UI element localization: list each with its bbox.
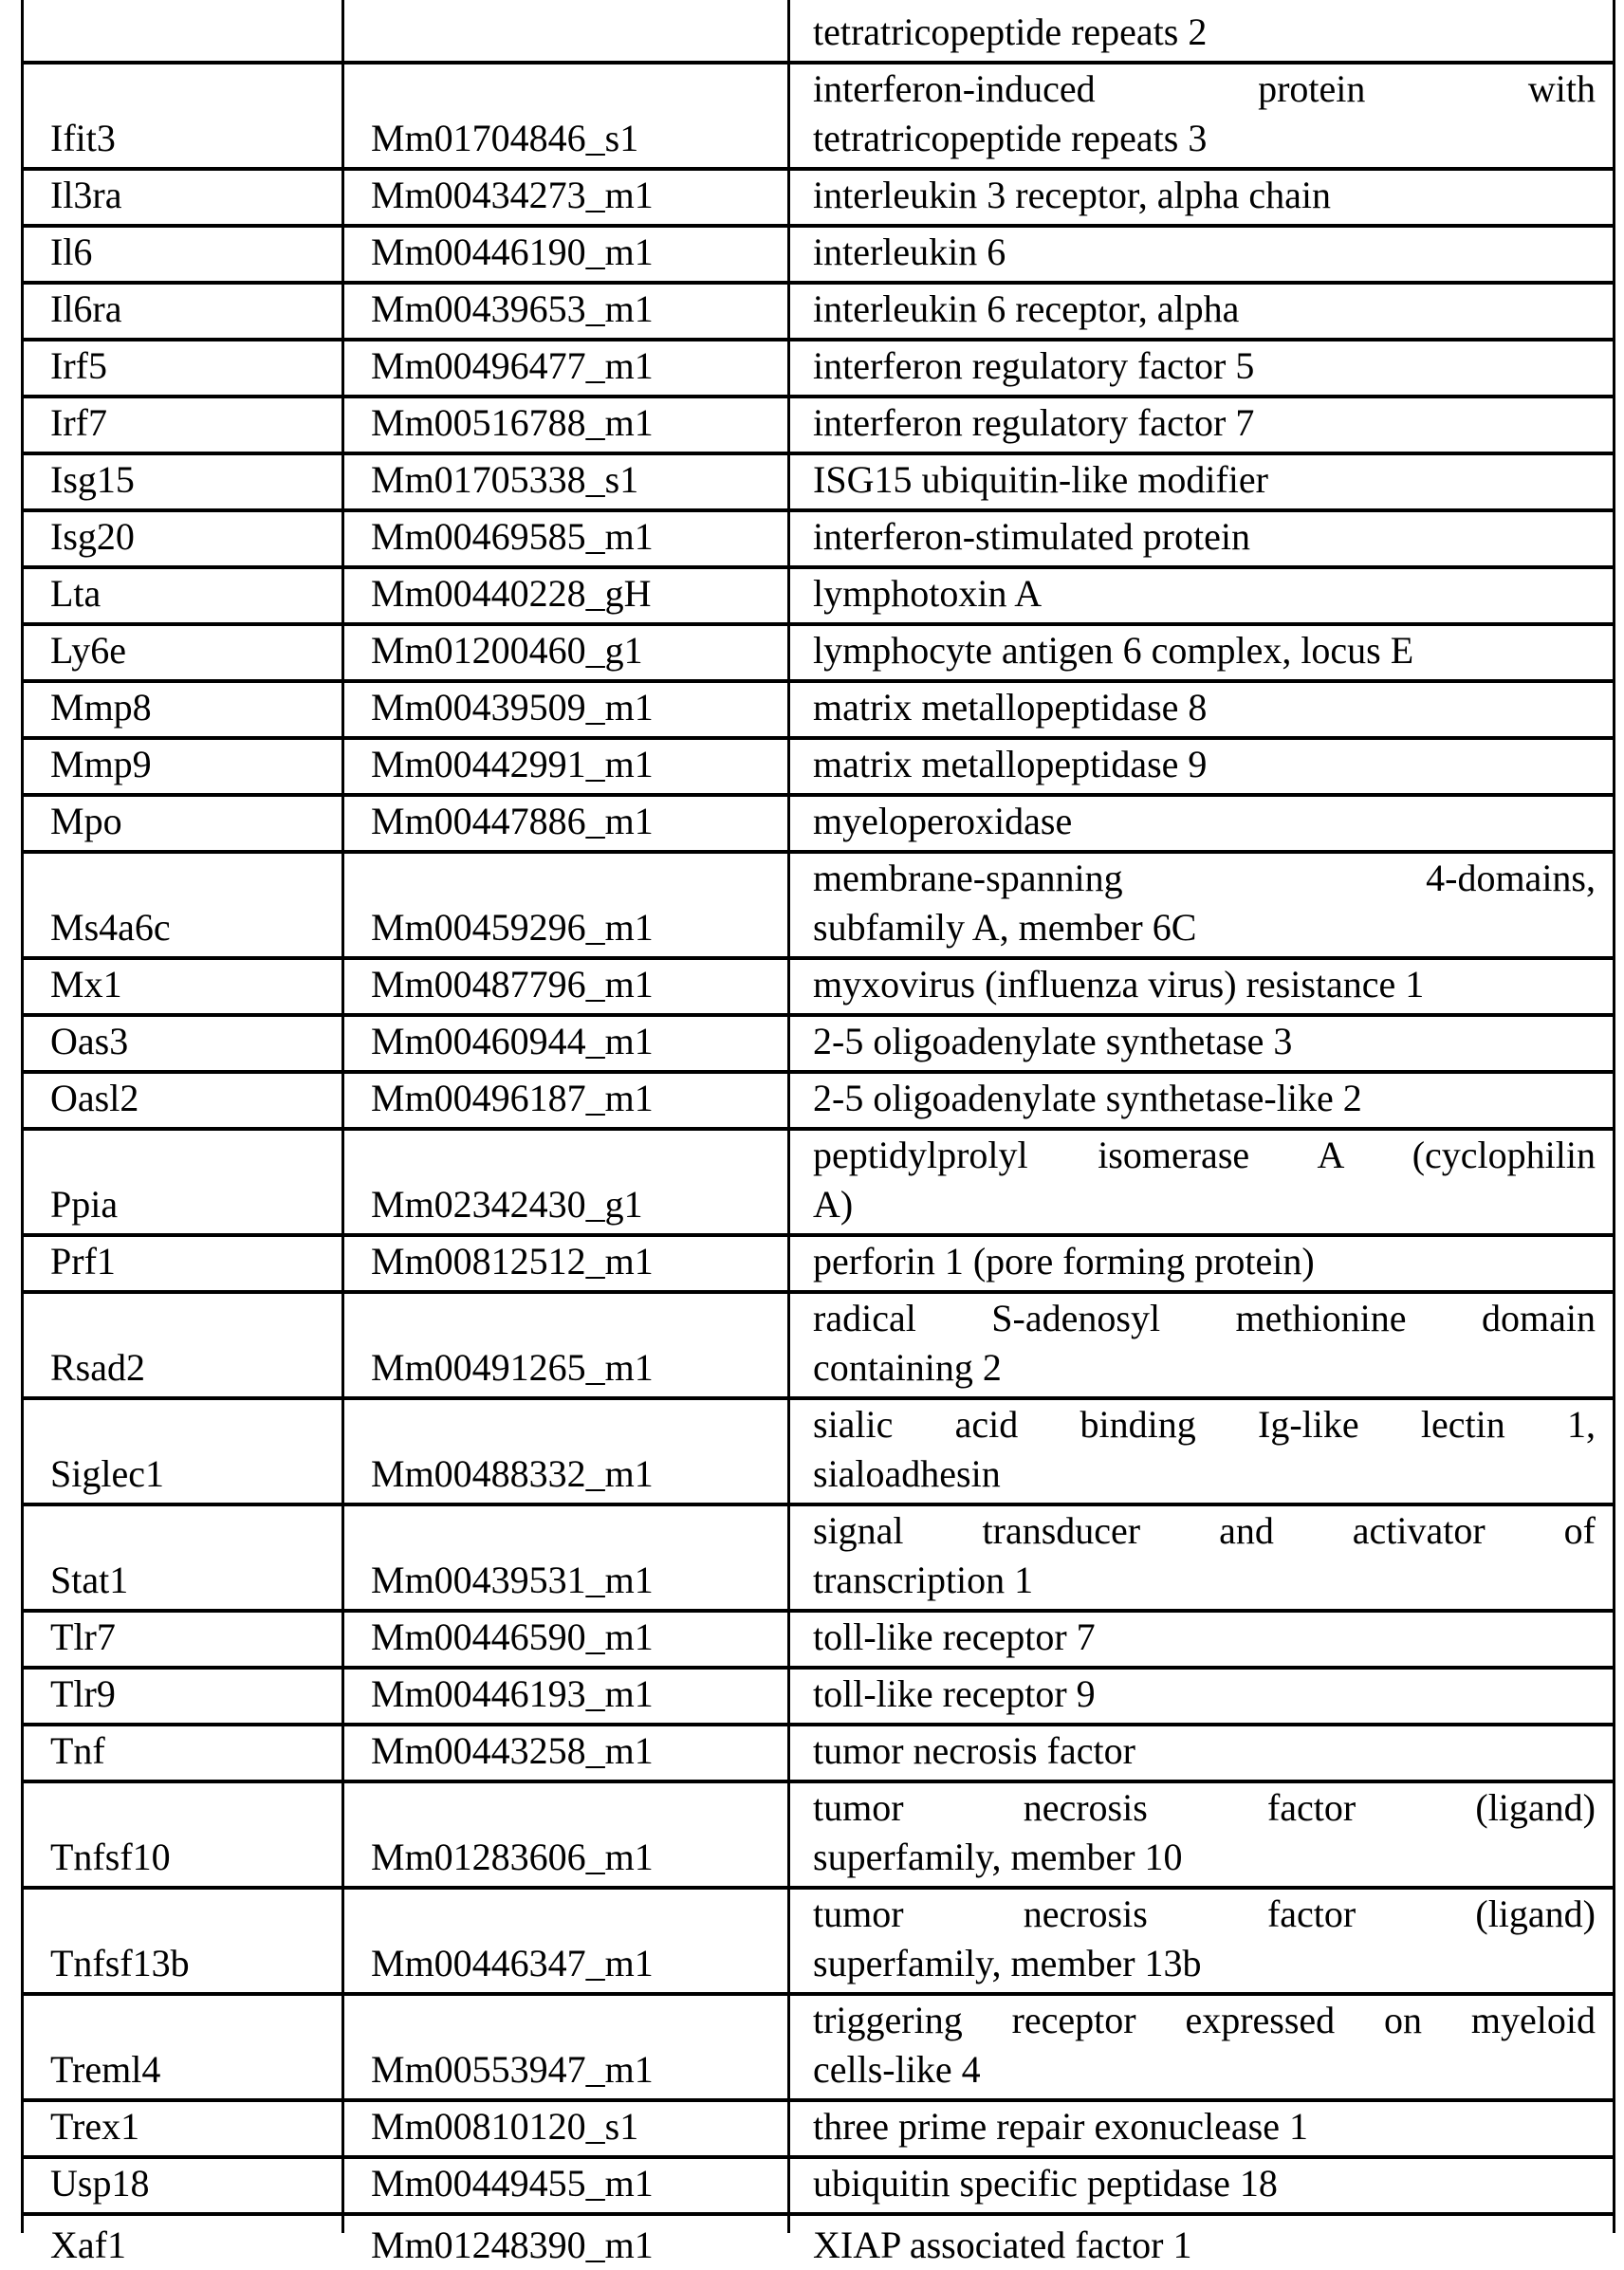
gene-description-cell: [789, 1129, 1615, 1235]
table-row: [23, 738, 1615, 795]
description-line: membrane-spanning 4-domains,: [813, 857, 1596, 899]
gene-description-cell: [789, 1994, 1615, 2100]
assay-id-cell: [343, 283, 789, 340]
table-row: [23, 1888, 1615, 1994]
gene-description-cell: [789, 738, 1615, 795]
table-row: [23, 2157, 1615, 2214]
gene-symbol-cell: [23, 1129, 343, 1235]
gene-description-cell: [789, 1235, 1615, 1292]
description-line: signal transducer and activator of: [813, 1509, 1596, 1552]
description-line: matrix metallopeptidase 9: [813, 743, 1208, 785]
assay-id-cell-text: Mm00487796_m1: [371, 963, 654, 1006]
gene-description-cell: [789, 1504, 1615, 1611]
assay-id-cell: [343, 453, 789, 510]
table-row: [23, 958, 1615, 1015]
gene-symbol-cell: [23, 1668, 343, 1725]
gene-symbol-cell-text: Tlr9: [50, 1672, 116, 1715]
gene-symbol-cell-text: Tnfsf13b: [50, 1942, 190, 1984]
gene-symbol-cell: [23, 567, 343, 624]
gene-assay-table-body: [23, 0, 1615, 2266]
gene-symbol-cell: [23, 1994, 343, 2100]
gene-symbol-cell-text: Isg15: [50, 458, 135, 501]
assay-id-cell-text: Mm00446347_m1: [371, 1942, 654, 1984]
gene-description-cell: [789, 340, 1615, 397]
assay-id-cell: [343, 1015, 789, 1072]
assay-id-cell-text: Mm02342430_g1: [371, 1183, 643, 1226]
gene-symbol-cell-text: Siglec1: [50, 1452, 164, 1495]
description-line: tumor necrosis factor (ligand): [813, 1786, 1596, 1829]
table-row: [23, 1072, 1615, 1129]
gene-description-cell: [789, 1725, 1615, 1781]
description-line: XIAP associated factor 1: [813, 2224, 1192, 2266]
description-line: myeloperoxidase: [813, 800, 1073, 842]
assay-id-cell: [343, 2100, 789, 2157]
assay-id-cell: [343, 958, 789, 1015]
description-line: interleukin 6: [813, 231, 1006, 273]
table-row: [23, 567, 1615, 624]
description-line: toll-like receptor 9: [813, 1672, 1096, 1715]
description-line: myxovirus (influenza virus) resistance 1: [813, 963, 1425, 1006]
assay-id-cell: [343, 738, 789, 795]
assay-id-cell-text: Mm00488332_m1: [371, 1452, 654, 1495]
gene-symbol-cell: [23, 1015, 343, 1072]
gene-description-cell: [789, 226, 1615, 283]
assay-id-cell-text: Mm00434273_m1: [371, 174, 654, 216]
gene-symbol-cell-text: Mx1: [50, 963, 122, 1006]
gene-description-cell: [789, 1015, 1615, 1072]
gene-description-cell: [789, 169, 1615, 226]
gene-description-cell: [789, 1611, 1615, 1668]
gene-description-cell: [789, 958, 1615, 1015]
gene-assay-table: [21, 0, 1615, 2266]
assay-id-cell-text: Mm00446590_m1: [371, 1615, 654, 1658]
gene-symbol-cell-text: Usp18: [50, 2162, 150, 2205]
table-row: [23, 1235, 1615, 1292]
assay-id-cell-text: Mm00446190_m1: [371, 231, 654, 273]
assay-id-cell-text: Mm00440228_gH: [371, 572, 652, 615]
assay-id-cell-text: Mm00439509_m1: [371, 686, 654, 729]
table-row: [23, 2214, 1615, 2233]
gene-description-cell: [789, 2157, 1615, 2214]
gene-symbol-cell: [23, 510, 343, 567]
assay-id-cell-text: Mm00446193_m1: [371, 1672, 654, 1715]
table-row: [23, 795, 1615, 852]
table-row: [23, 1725, 1615, 1781]
description-line: interferon regulatory factor 7: [813, 401, 1255, 444]
assay-id-cell-text: Mm00449455_m1: [371, 2162, 654, 2205]
assay-id-cell-text: Mm00439653_m1: [371, 287, 654, 330]
table-row: [23, 283, 1615, 340]
assay-id-cell: [343, 1292, 789, 1398]
table-row: [23, 0, 1615, 63]
assay-id-cell-text: Mm00443258_m1: [371, 1729, 654, 1772]
gene-description-cell: [789, 852, 1615, 958]
gene-description-cell: [789, 510, 1615, 567]
assay-id-cell: [343, 1129, 789, 1235]
gene-symbol-cell-text: Ly6e: [50, 629, 126, 672]
description-line: ubiquitin specific peptidase 18: [813, 2162, 1278, 2205]
gene-symbol-cell: [23, 283, 343, 340]
clipped-row-region: [790, 2216, 1613, 2266]
gene-symbol-cell-text: Ms4a6c: [50, 906, 171, 949]
gene-symbol-cell-text: Tlr7: [50, 1615, 116, 1658]
gene-symbol-cell-text: Mmp8: [50, 686, 152, 729]
description-line: toll-like receptor 7: [813, 1615, 1096, 1658]
gene-symbol-cell: [23, 681, 343, 738]
table-row: [23, 1129, 1615, 1235]
gene-description-cell: [789, 283, 1615, 340]
description-line: subfamily A, member 6C: [813, 906, 1197, 949]
gene-description-cell: [789, 1398, 1615, 1504]
gene-symbol-cell: [23, 1781, 343, 1888]
gene-symbol-cell: [23, 226, 343, 283]
table-row: [23, 1668, 1615, 1725]
gene-symbol-cell-text: Tnfsf10: [50, 1836, 171, 1878]
gene-description-cell: [789, 1668, 1615, 1725]
gene-description-cell: [789, 2214, 1615, 2266]
description-line: lymphocyte antigen 6 complex, locus E: [813, 629, 1414, 672]
description-line: interleukin 6 receptor, alpha: [813, 287, 1240, 330]
assay-id-cell: [343, 169, 789, 226]
gene-description-cell: [789, 681, 1615, 738]
description-line: triggering receptor expressed on myeloid: [813, 1999, 1596, 2041]
gene-symbol-cell-text: Ppia: [50, 1183, 119, 1226]
gene-symbol-cell-text: Xaf1: [50, 2224, 126, 2266]
table-row: [23, 226, 1615, 283]
table-row: [23, 1015, 1615, 1072]
assay-id-cell-text: Mm00459296_m1: [371, 906, 654, 949]
assay-id-cell-text: Mm00439531_m1: [371, 1559, 654, 1601]
description-line: perforin 1 (pore forming protein): [813, 1240, 1315, 1283]
gene-symbol-cell-text: Rsad2: [50, 1346, 145, 1389]
gene-symbol-cell-text: Mmp9: [50, 743, 152, 785]
gene-description-cell: [789, 795, 1615, 852]
description-line: three prime repair exonuclease 1: [813, 2105, 1308, 2148]
assay-id-cell-text: Mm00812512_m1: [371, 1240, 654, 1283]
assay-id-cell: [343, 63, 789, 169]
clipped-row-region: [344, 2216, 787, 2266]
table-row: [23, 63, 1615, 169]
assay-id-cell: [343, 1668, 789, 1725]
gene-description-cell: [789, 624, 1615, 681]
table-row: [23, 852, 1615, 958]
assay-id-cell-text: Mm01704846_s1: [371, 117, 639, 159]
description-line: cells-like 4: [813, 2048, 981, 2091]
gene-symbol-cell: [23, 624, 343, 681]
assay-id-cell: [343, 2157, 789, 2214]
assay-id-cell: [343, 681, 789, 738]
assay-id-cell: [343, 1781, 789, 1888]
assay-id-cell-text: Mm00469585_m1: [371, 515, 654, 558]
assay-id-cell: [343, 226, 789, 283]
gene-description-cell: [789, 2100, 1615, 2157]
assay-id-cell: [343, 1994, 789, 2100]
gene-symbol-cell: [23, 738, 343, 795]
table-row: [23, 397, 1615, 453]
gene-symbol-cell-text: Trex1: [50, 2105, 140, 2148]
table-row: [23, 681, 1615, 738]
assay-id-cell: [343, 397, 789, 453]
assay-id-cell-text: Mm01248390_m1: [371, 2224, 654, 2266]
gene-description-cell: [789, 1072, 1615, 1129]
description-line: interferon-induced protein with: [813, 67, 1596, 110]
table-row: [23, 624, 1615, 681]
gene-symbol-cell: [23, 1292, 343, 1398]
assay-id-cell-text: Mm00496187_m1: [371, 1077, 654, 1119]
assay-id-cell: [343, 0, 789, 63]
table-row: [23, 340, 1615, 397]
gene-symbol-cell: [23, 1072, 343, 1129]
gene-symbol-cell: [23, 1398, 343, 1504]
description-line: sialoadhesin: [813, 1452, 1001, 1495]
assay-id-cell-text: Mm00516788_m1: [371, 401, 654, 444]
gene-symbol-cell: [23, 1725, 343, 1781]
description-line: interferon regulatory factor 5: [813, 344, 1255, 387]
gene-description-cell: [789, 567, 1615, 624]
description-line: A): [813, 1183, 854, 1226]
gene-symbol-cell-text: Oasl2: [50, 1077, 139, 1119]
description-line: interferon-stimulated protein: [813, 515, 1250, 558]
gene-symbol-cell-text: Irf5: [50, 344, 107, 387]
gene-symbol-cell: [23, 1235, 343, 1292]
assay-id-cell: [343, 1235, 789, 1292]
description-line: superfamily, member 10: [813, 1836, 1183, 1878]
gene-symbol-cell: [23, 1888, 343, 1994]
description-line: 2-5 oligoadenylate synthetase 3: [813, 1020, 1293, 1062]
gene-symbol-cell-text: Lta: [50, 572, 102, 615]
description-line: tetratricopeptide repeats 2: [813, 10, 1208, 53]
clipped-row-region: [24, 2216, 341, 2266]
gene-symbol-cell-text: Il6: [50, 231, 93, 273]
table-row: [23, 1994, 1615, 2100]
gene-symbol-cell-text: Treml4: [50, 2048, 161, 2091]
table-row: [23, 2100, 1615, 2157]
gene-description-cell: [789, 0, 1615, 63]
assay-id-cell: [343, 1072, 789, 1129]
assay-id-cell-text: Mm01705338_s1: [371, 458, 639, 501]
gene-description-cell: [789, 1888, 1615, 1994]
table-row: [23, 1398, 1615, 1504]
gene-symbol-cell: [23, 397, 343, 453]
gene-description-cell: [789, 1781, 1615, 1888]
description-line: superfamily, member 13b: [813, 1942, 1202, 1984]
gene-symbol-cell: [23, 852, 343, 958]
gene-symbol-cell-text: Oas3: [50, 1020, 129, 1062]
assay-id-cell-text: Mm00496477_m1: [371, 344, 654, 387]
table-row: [23, 169, 1615, 226]
assay-id-cell: [343, 567, 789, 624]
assay-id-cell-text: Mm01200460_g1: [371, 629, 643, 672]
assay-id-cell: [343, 340, 789, 397]
assay-id-cell-text: Mm00553947_m1: [371, 2048, 654, 2091]
table-row: [23, 1611, 1615, 1668]
table-row: [23, 1781, 1615, 1888]
gene-symbol-cell: [23, 2214, 343, 2266]
assay-id-cell-text: Mm00447886_m1: [371, 800, 654, 842]
assay-id-cell: [343, 510, 789, 567]
assay-id-cell-text: Mm00442991_m1: [371, 743, 654, 785]
description-line: sialic acid binding Ig-like lectin 1,: [813, 1403, 1596, 1446]
gene-description-cell: [789, 397, 1615, 453]
description-line: 2-5 oligoadenylate synthetase-like 2: [813, 1077, 1362, 1119]
description-line: tetratricopeptide repeats 3: [813, 117, 1208, 159]
gene-symbol-cell-text: Isg20: [50, 515, 135, 558]
assay-id-cell: [343, 2214, 789, 2266]
gene-symbol-cell-text: Il6ra: [50, 287, 122, 330]
gene-symbol-cell: [23, 1504, 343, 1611]
description-line: peptidylprolyl isomerase A (cyclophilin: [813, 1134, 1596, 1176]
description-line: tumor necrosis factor (ligand): [813, 1892, 1596, 1935]
gene-description-cell: [789, 63, 1615, 169]
gene-description-cell: [789, 453, 1615, 510]
gene-symbol-cell-text: Irf7: [50, 401, 107, 444]
gene-symbol-cell-text: Stat1: [50, 1559, 129, 1601]
gene-symbol-cell: [23, 958, 343, 1015]
gene-symbol-cell: [23, 453, 343, 510]
description-line: matrix metallopeptidase 8: [813, 686, 1208, 729]
assay-id-cell: [343, 1725, 789, 1781]
gene-symbol-cell: [23, 795, 343, 852]
assay-id-cell: [343, 852, 789, 958]
table-row: [23, 1504, 1615, 1611]
gene-symbol-cell-text: Tnf: [50, 1729, 105, 1772]
assay-id-cell-text: Mm00810120_s1: [371, 2105, 639, 2148]
gene-symbol-cell: [23, 340, 343, 397]
description-line: containing 2: [813, 1346, 1002, 1389]
table-row: [23, 510, 1615, 567]
gene-symbol-cell: [23, 0, 343, 63]
assay-id-cell: [343, 1504, 789, 1611]
gene-symbol-cell-text: Il3ra: [50, 174, 122, 216]
gene-symbol-cell: [23, 2100, 343, 2157]
description-line: lymphotoxin A: [813, 572, 1043, 615]
gene-symbol-cell: [23, 63, 343, 169]
assay-id-cell: [343, 1611, 789, 1668]
assay-id-cell-text: Mm00491265_m1: [371, 1346, 654, 1389]
description-line: ISG15 ubiquitin-like modifier: [813, 458, 1268, 501]
assay-id-cell-text: Mm01283606_m1: [371, 1836, 654, 1878]
description-line: interleukin 3 receptor, alpha chain: [813, 174, 1331, 216]
gene-symbol-cell: [23, 2157, 343, 2214]
description-line: transcription 1: [813, 1559, 1034, 1601]
gene-symbol-cell-text: Prf1: [50, 1240, 116, 1283]
table-row: [23, 453, 1615, 510]
description-line: radical S-adenosyl methionine domain: [813, 1297, 1596, 1339]
assay-id-cell: [343, 795, 789, 852]
assay-id-cell: [343, 1888, 789, 1994]
assay-id-cell: [343, 1398, 789, 1504]
description-line: tumor necrosis factor: [813, 1729, 1135, 1772]
gene-symbol-cell: [23, 1611, 343, 1668]
gene-symbol-cell-text: Ifit3: [50, 117, 116, 159]
table-row: [23, 1292, 1615, 1398]
gene-description-cell: [789, 1292, 1615, 1398]
assay-id-cell: [343, 624, 789, 681]
gene-symbol-cell-text: Mpo: [50, 800, 122, 842]
assay-id-cell-text: Mm00460944_m1: [371, 1020, 654, 1062]
gene-symbol-cell: [23, 169, 343, 226]
